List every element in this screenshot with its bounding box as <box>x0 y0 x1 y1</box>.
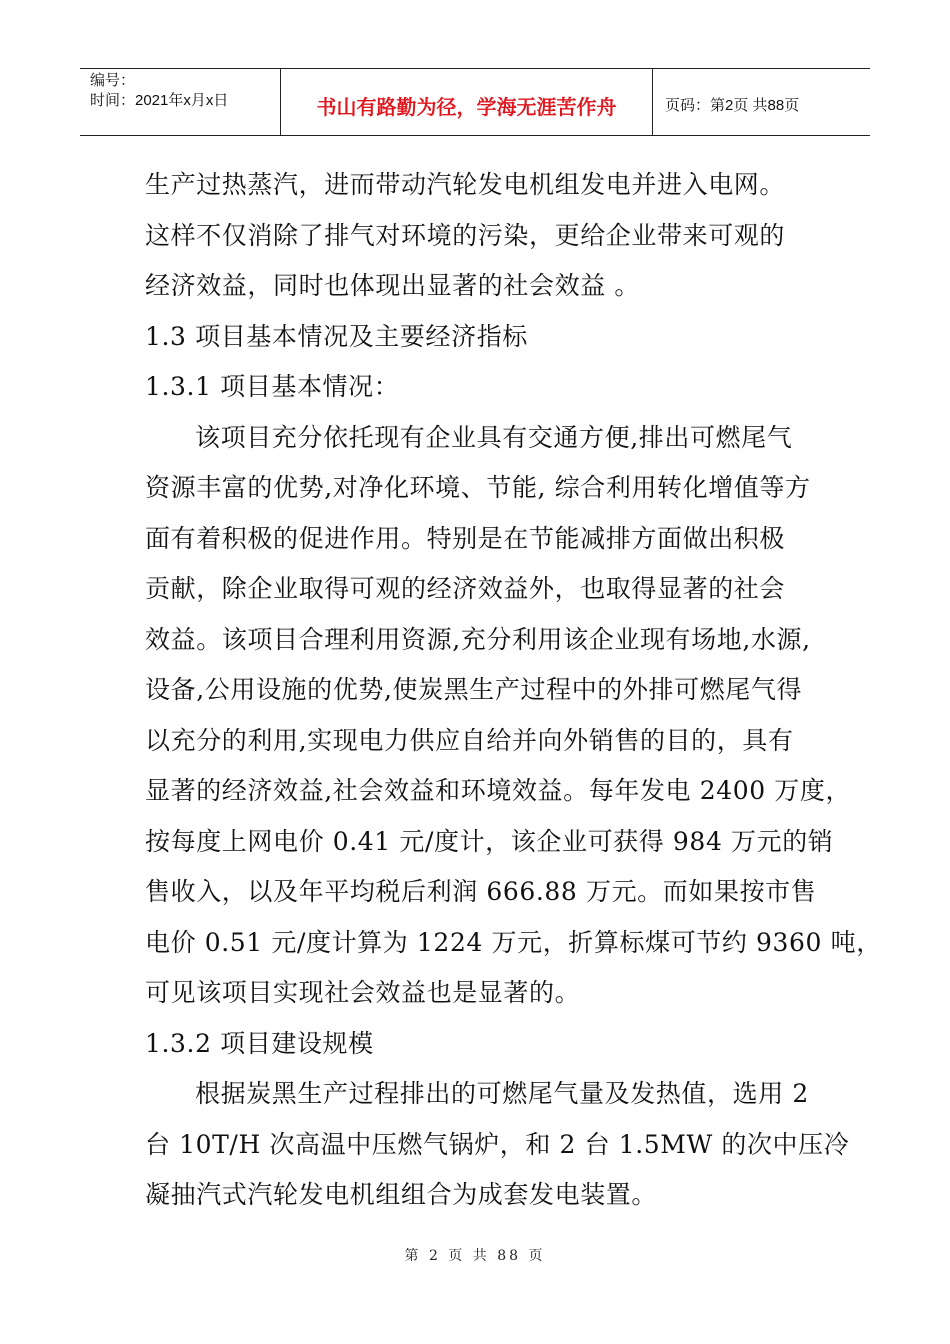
body-line: 设备,公用设施的优势,使炭黑生产过程中的外排可燃尾气得 <box>145 675 803 704</box>
body-line: 根据炭黑生产过程排出的可燃尾气量及发热值，选用 2 <box>195 1079 809 1108</box>
body-line: 这样不仅消除了排气对环境的污染，更给企业带来可观的 <box>145 220 786 250</box>
document-body <box>145 160 882 1221</box>
date-label: 时间：2021年x月x日 <box>90 92 229 109</box>
body-line: 资源丰富的优势,对净化环境、节能, 综合利用转化增值等方 <box>145 473 811 502</box>
body-line: 凝抽汽式汽轮发电机组组合为成套发电装置。 <box>145 1180 658 1209</box>
page-header <box>80 68 870 136</box>
body-line: 经济效益，同时也体现出显著的社会效益 。 <box>145 271 640 300</box>
body-line: 台 10T/H 次高温中压燃气锅炉，和 2 台 1.5MW 的次中压冷 <box>145 1129 850 1159</box>
body-line: 按每度上网电价 0.41 元/度计，该企业可获得 984 万元的销 <box>145 826 834 856</box>
body-line: 售收入，以及年平均税后利润 666.88 万元。而如果按市售 <box>145 877 817 906</box>
header-page-info: 页码：第2页 共88页 <box>665 96 800 114</box>
body-line: 电价 0.51 元/度计算为 1224 万元，折算标煤可节约 9360 吨， <box>145 927 882 957</box>
subsection-heading: 1.3.1 项目基本情况： <box>145 372 400 401</box>
body-line: 面有着积极的促进作用。特别是在节能减排方面做出积极 <box>145 523 786 553</box>
header-motto: 书山有路勤为径，学海无涯苦作舟 <box>280 69 653 135</box>
subsection-heading: 1.3.2 项目建设规模 <box>145 1028 374 1058</box>
body-line: 贡献，除企业取得可观的经济效益外，也取得显著的社会 <box>145 574 786 603</box>
page-footer: 第 2 页 共 88 页 <box>404 1248 546 1264</box>
serial-number-label: 编号： <box>90 72 136 89</box>
body-line: 可见该项目实现社会效益也是显著的。 <box>145 978 581 1007</box>
header-meta <box>80 69 280 135</box>
body-line: 效益。该项目合理利用资源,充分利用该企业现有场地,水源, <box>145 624 811 654</box>
body-line: 生产过热蒸汽，进而带动汽轮发电机组发电并进入电网。 <box>145 170 786 199</box>
body-line: 该项目充分依托现有企业具有交通方便,排出可燃尾气 <box>195 422 793 452</box>
section-heading: 1.3 项目基本情况及主要经济指标 <box>145 321 528 351</box>
body-line: 以充分的利用,实现电力供应自给并向外销售的目的，具有 <box>145 725 794 755</box>
body-line: 显著的经济效益,社会效益和环境效益。每年发电 2400 万度， <box>145 776 852 805</box>
